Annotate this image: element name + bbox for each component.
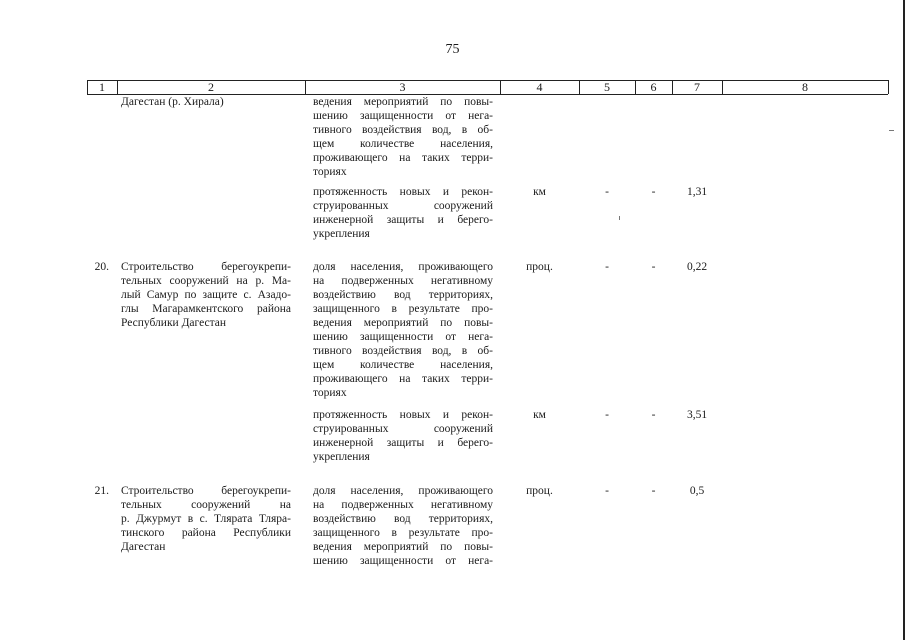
project-name-line: Строительство берегоукрепи-	[121, 261, 291, 273]
indicator-line: укрепления	[313, 451, 370, 463]
indicator-line: щем количестве населения,	[313, 138, 493, 150]
indicator-line: протяженность новых и рекон-	[313, 409, 493, 421]
project-name-line: р. Джурмут в с. Тлярата Тляра-	[121, 513, 291, 525]
indicator-line: тивного воздействия вод, в об-	[313, 124, 493, 136]
header-col-5: 5	[604, 80, 610, 94]
indicator-line: щем количестве населения,	[313, 359, 493, 371]
scan-mark	[619, 216, 620, 220]
unit-cell: проц.	[526, 485, 553, 497]
indicator-line: ториях	[313, 166, 347, 178]
indicator-line: струированных сооружений	[313, 423, 493, 435]
page-number: 75	[445, 42, 460, 57]
indicator-line: проживающего на таких терри-	[313, 373, 493, 385]
project-name-line: Дагестан (р. Хирала)	[121, 96, 224, 108]
indicator-line: протяженность новых и рекон-	[313, 186, 493, 198]
project-name-line: Строительство берегоукрепи-	[121, 485, 291, 497]
unit-cell: проц.	[526, 261, 553, 273]
indicator-line: защищенного в результате про-	[313, 527, 493, 539]
value-cell: 0,22	[686, 261, 708, 273]
indicator-line: укрепления	[313, 228, 370, 240]
indicator-line: ведения мероприятий по повы-	[313, 541, 493, 553]
col6-cell: -	[651, 186, 656, 198]
project-name-line: тельных сооружений на	[121, 499, 291, 511]
project-name-line: тельных сооружений на р. Ма-	[121, 275, 291, 287]
indicator-line: на подверженных негативному	[313, 275, 493, 287]
col6-cell: -	[651, 485, 656, 497]
col5-cell: -	[605, 261, 609, 273]
row-number: 21.	[94, 485, 109, 497]
indicator-line: проживающего на таких терри-	[313, 152, 493, 164]
col5-cell: -	[605, 409, 609, 421]
col5-cell: -	[605, 186, 609, 198]
header-col-4: 4	[536, 80, 543, 94]
col6-cell: -	[651, 261, 656, 273]
indicator-line: доля населения, проживающего	[313, 261, 493, 273]
indicator-line: воздействию вод территориях,	[313, 289, 493, 301]
indicator-line: шению защищенности от нега-	[313, 331, 493, 343]
header-col-6: 6	[650, 80, 657, 94]
indicator-line: ториях	[313, 387, 347, 399]
project-name-line: лый Самур по защите с. Азадо-	[121, 289, 291, 301]
project-name-line: глы Магарамкентского района	[121, 303, 291, 315]
indicator-line: струированных сооружений	[313, 200, 493, 212]
header-divider	[888, 80, 889, 94]
indicator-line: шению защищенности от нега-	[313, 110, 493, 122]
header-col-3: 3	[399, 80, 406, 94]
value-cell: 0,5	[689, 485, 705, 497]
header-col-8: 8	[802, 80, 808, 94]
indicator-line: ведения мероприятий по повы-	[313, 317, 493, 329]
indicator-line: инженерной защиты и берего-	[313, 214, 493, 226]
project-name-line: Республики Дагестан	[121, 317, 226, 329]
header-col-1: 1	[99, 80, 105, 94]
col6-cell: -	[651, 409, 656, 421]
indicator-line: воздействию вод территориях,	[313, 513, 493, 525]
indicator-line: шению защищенности от нега-	[313, 555, 493, 567]
project-name-line: Дагестан	[121, 541, 166, 553]
unit-cell: км	[533, 409, 546, 421]
indicator-line: тивного воздействия вод, в об-	[313, 345, 493, 357]
value-cell: 3,51	[686, 409, 708, 421]
indicator-line: доля населения, проживающего	[313, 485, 493, 497]
indicator-line: на подверженных негативному	[313, 499, 493, 511]
indicator-line: защищенного в результате про-	[313, 303, 493, 315]
indicator-line: инженерной защиты и берего-	[313, 437, 493, 449]
indicator-line: ведения мероприятий по повы-	[313, 96, 493, 108]
header-col-7: 7	[694, 80, 700, 94]
scan-mark	[889, 130, 894, 131]
project-name-line: тинского района Республики	[121, 527, 291, 539]
header-col-2: 2	[208, 80, 214, 94]
col5-cell: -	[605, 485, 609, 497]
value-cell: 1,31	[686, 186, 708, 198]
unit-cell: км	[533, 186, 546, 198]
row-number: 20.	[94, 261, 109, 273]
